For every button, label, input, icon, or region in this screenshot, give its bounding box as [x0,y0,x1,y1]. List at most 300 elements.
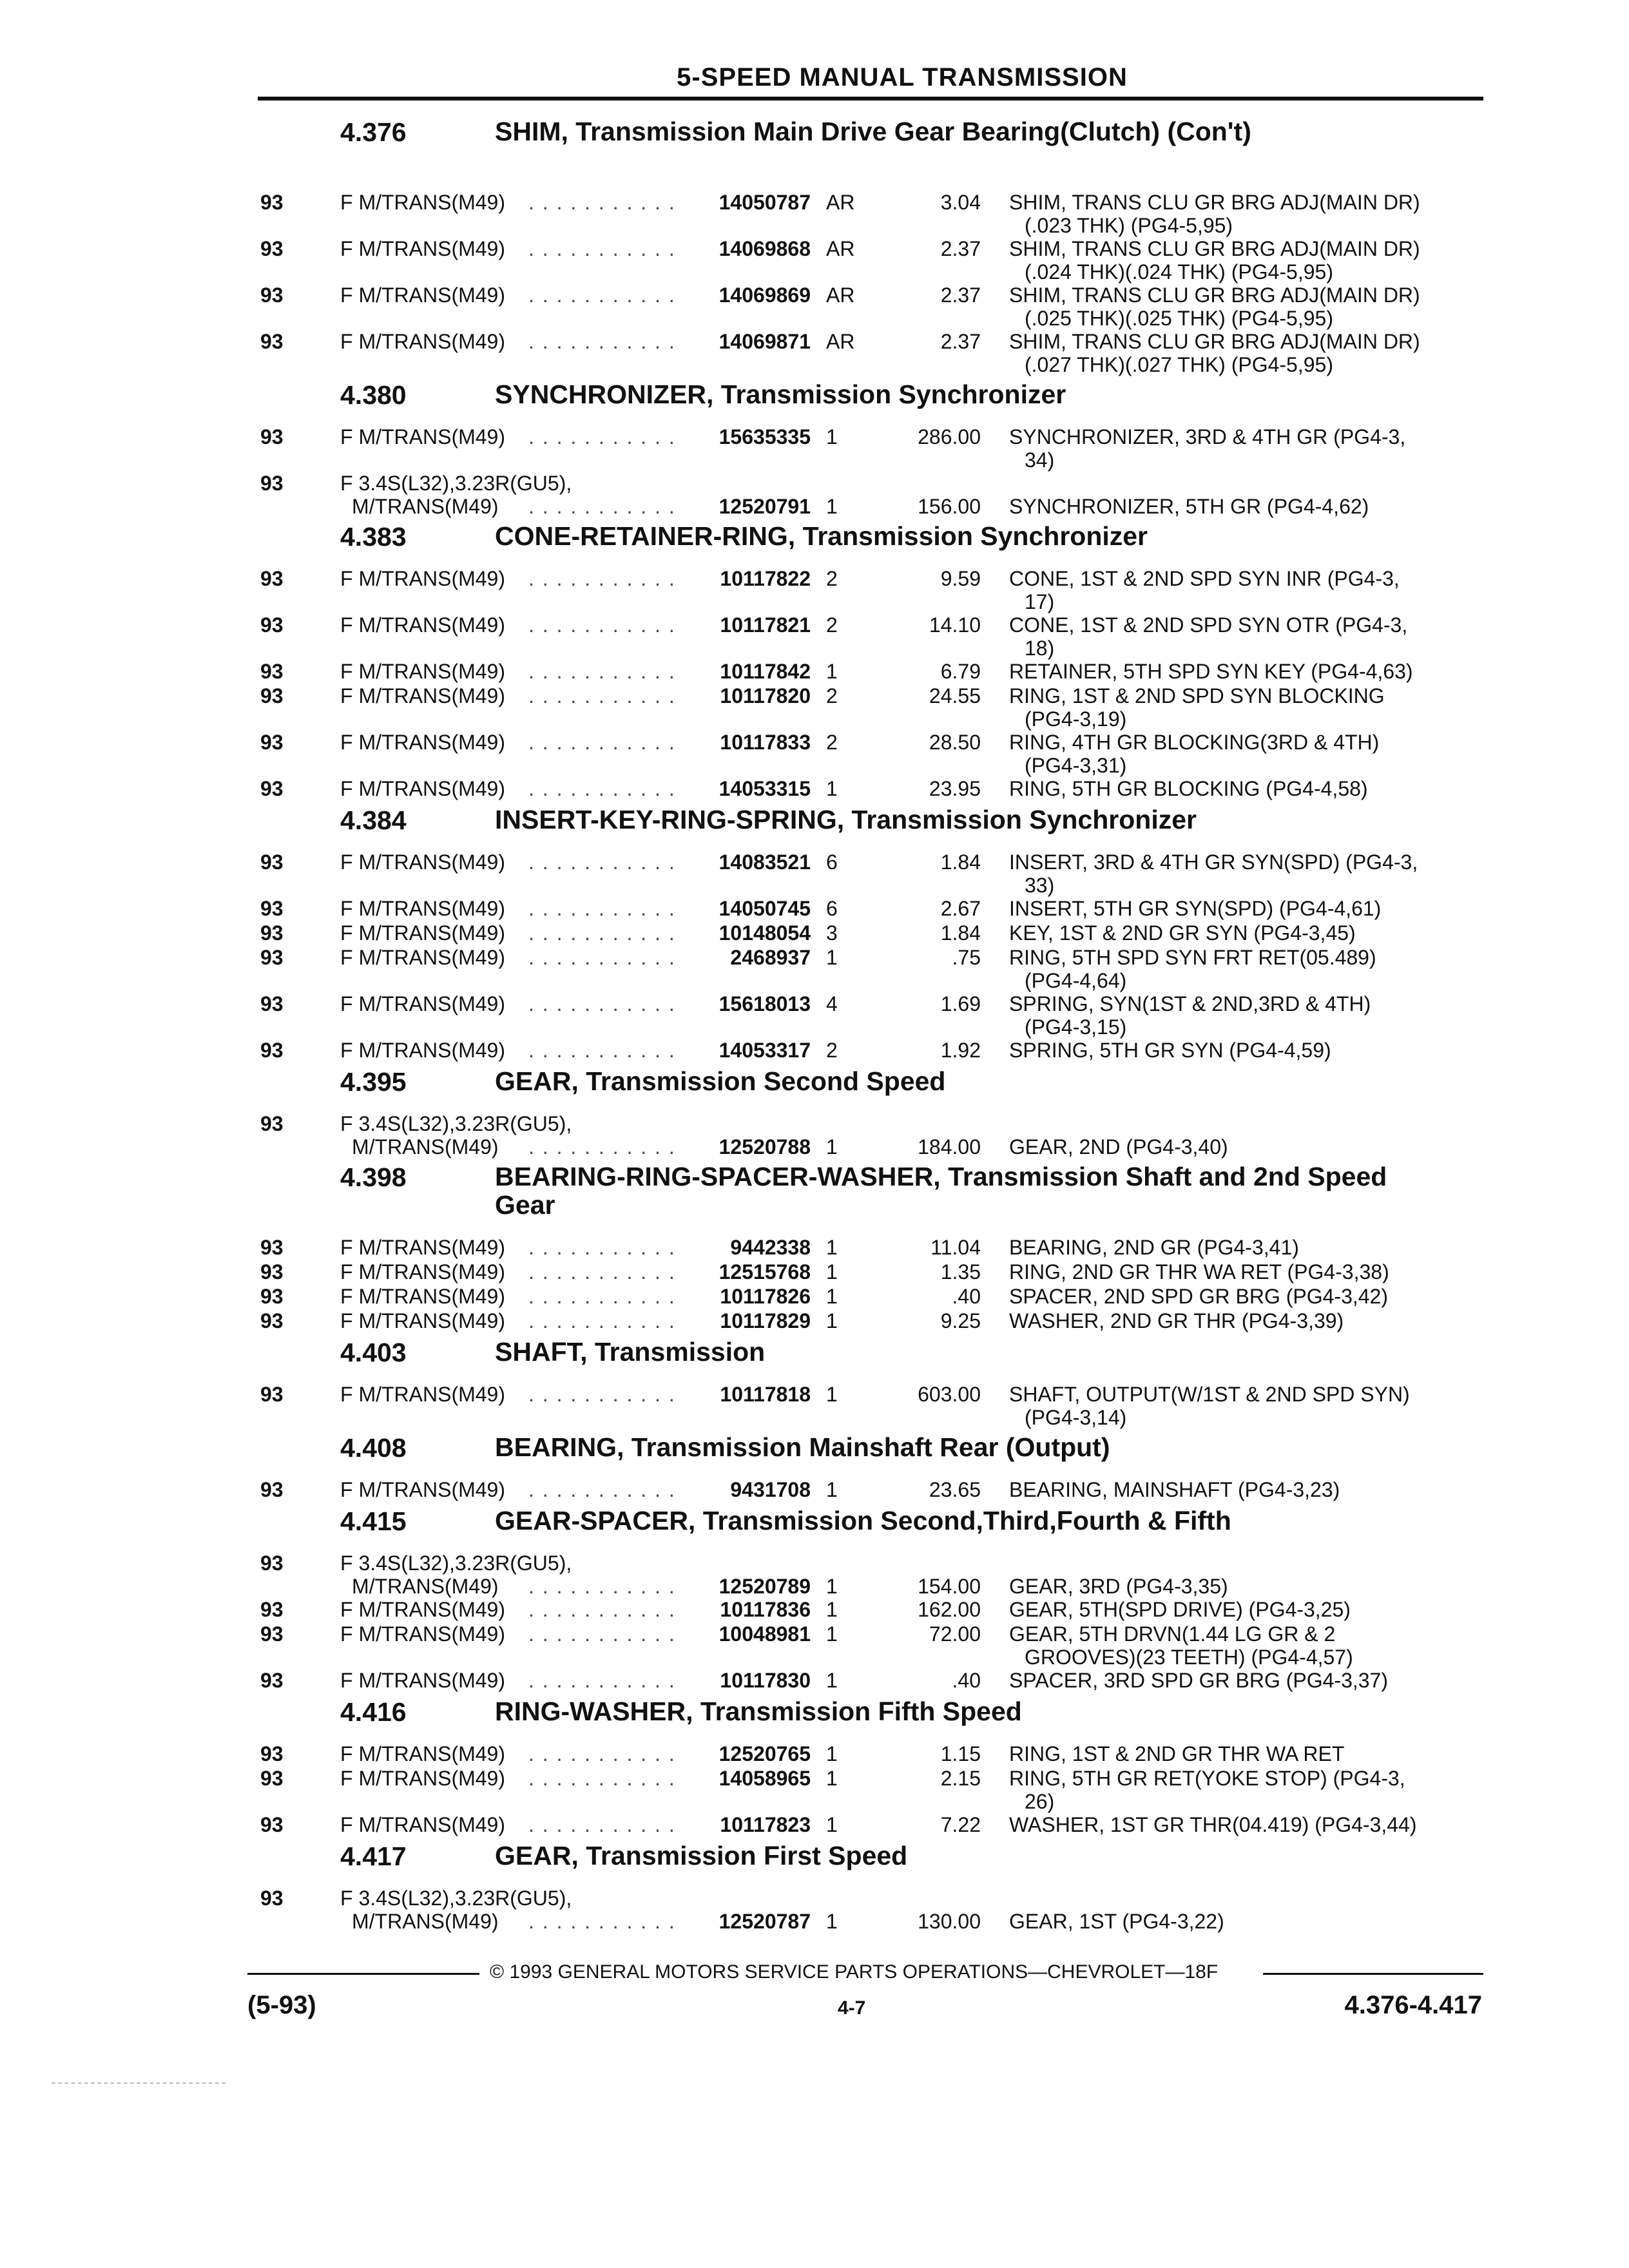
description: RING, 1ST & 2ND GR THR WA RET [1009,1742,1345,1765]
price: 7.22 [940,1813,981,1836]
model-year: 93 [260,1813,284,1836]
section-title: INSERT-KEY-RING-SPRING, Transmission Synchronizer [495,805,1197,834]
model-year: 93 [260,191,284,214]
quantity: AR [826,191,855,214]
section-number: 4.395 [340,1067,407,1097]
part-number: 10117820 [720,684,811,707]
description-cont: 33) [1025,874,1055,897]
application: F M/TRANS(M49) [340,1742,505,1765]
parts-list [0,111,1629,1933]
description: CONE, 1ST & 2ND SPD SYN INR (PG4-3, [1009,567,1400,590]
description-cont: (PG4-3,14) [1025,1406,1127,1429]
quantity: 1 [826,1813,838,1836]
description: RING, 5TH SPD SYN FRT RET(05.489) [1009,946,1376,969]
description: GEAR, 5TH(SPD DRIVE) (PG4-3,25) [1009,1598,1351,1621]
application: F M/TRANS(M49) [340,1285,505,1308]
section-header [0,1061,1629,1110]
description: SPRING, 5TH GR SYN (PG4-4,59) [1009,1039,1331,1062]
part-row [0,564,1629,611]
section-header [0,111,1629,188]
part-row [0,1282,1629,1307]
header-rule [258,97,1483,101]
application: F M/TRANS(M49) [340,850,505,874]
section-title: GEAR, Transmission First Speed [495,1841,908,1870]
part-row [0,1233,1629,1258]
part-row [0,1595,1629,1620]
application: F M/TRANS(M49) [340,237,505,260]
price: 9.25 [940,1309,981,1332]
leader-dots: . . . . . . . . . . . [528,1575,676,1598]
application-cont: M/TRANS(M49) [352,1575,499,1598]
quantity: 1 [826,1260,838,1283]
part-number: 15618013 [718,992,811,1015]
description-cont: (PG4-3,15) [1025,1015,1127,1039]
quantity: AR [826,330,855,353]
part-row [0,281,1629,330]
quantity: 2 [826,613,838,637]
part-row [0,1620,1629,1669]
section-header [0,1835,1629,1884]
application: F M/TRANS(M49) [340,1383,505,1406]
description: SHAFT, OUTPUT(W/1ST & 2ND SPD SYN) [1009,1383,1410,1406]
leader-dots: . . . . . . . . . . . [528,1669,676,1692]
part-row [0,1740,1629,1764]
application: F M/TRANS(M49) [340,1598,505,1621]
description: RING, 1ST & 2ND SPD SYN BLOCKING [1009,684,1385,707]
application: F M/TRANS(M49) [340,1622,505,1646]
part-number: 10117833 [720,731,811,754]
part-row [0,1036,1629,1061]
application: F 3.4S(L32),3.23R(GU5), [340,1552,572,1575]
quantity: 1 [826,1575,838,1598]
part-number: 10148054 [718,921,811,945]
price: 156.00 [918,495,981,518]
model-year: 93 [260,1309,284,1332]
section-header [0,1500,1629,1549]
application: F M/TRANS(M49) [340,567,505,590]
application: F M/TRANS(M49) [340,1039,505,1062]
part-number: 10117830 [720,1669,811,1692]
description-cont: (.024 THK)(.024 THK) (PG4-5,95) [1025,260,1333,284]
price: 130.00 [918,1910,981,1933]
leader-dots: . . . . . . . . . . . [528,684,676,707]
description: GEAR, 5TH DRVN(1.44 LG GR & 2 [1009,1622,1336,1646]
model-year: 93 [260,1383,284,1406]
application: F M/TRANS(M49) [340,1813,505,1836]
description: SPRING, SYN(1ST & 2ND,3RD & 4TH) [1009,992,1371,1015]
price: .40 [952,1669,981,1692]
price: 9.59 [940,567,981,590]
section-header [0,1691,1629,1740]
description: SYNCHRONIZER, 3RD & 4TH GR (PG4-3, [1009,425,1406,448]
section-number: 4.417 [340,1841,407,1871]
application-cont: M/TRANS(M49) [352,495,499,518]
part-number: 14069871 [718,330,811,353]
part-row [0,657,1629,682]
section-number: 4.415 [340,1506,407,1536]
quantity: 2 [826,567,838,590]
part-row [0,1666,1629,1691]
part-number: 14053315 [718,777,811,800]
application: F M/TRANS(M49) [340,946,505,969]
price: 603.00 [918,1383,981,1406]
footer-rule-left [247,1973,479,1975]
description: CONE, 1ST & 2ND SPD SYN OTR (PG4-3, [1009,613,1408,637]
part-row [0,1549,1629,1598]
model-year: 93 [260,777,284,800]
description: SHIM, TRANS CLU GR BRG ADJ(MAIN DR) [1009,330,1420,353]
model-year: 93 [260,1260,284,1283]
description-cont: SYNCHRONIZER, 5TH GR (PG4-4,62) [1009,495,1369,518]
price: 162.00 [918,1598,981,1621]
application: F M/TRANS(M49) [340,731,505,754]
part-number: 14050745 [718,897,811,920]
quantity: 1 [826,1622,838,1646]
leader-dots: . . . . . . . . . . . [528,613,676,637]
description: SPACER, 3RD SPD GR BRG (PG4-3,37) [1009,1669,1388,1692]
part-number: 14069868 [718,237,811,260]
leader-dots: . . . . . . . . . . . [528,1910,676,1933]
application: F M/TRANS(M49) [340,284,505,307]
description-cont: 17) [1025,590,1055,613]
model-year: 93 [260,1478,284,1501]
footer-date-code: (5-93) [247,1991,316,2019]
quantity: 1 [826,1767,838,1790]
section-number: 4.384 [340,805,407,835]
price: 1.84 [940,850,981,874]
price: 1.15 [940,1742,981,1765]
leader-dots: . . . . . . . . . . . [528,1260,676,1283]
section-number: 4.408 [340,1433,407,1463]
part-row [0,1307,1629,1331]
scan-artifact [52,2082,226,2085]
price: 1.69 [940,992,981,1015]
description: BEARING, MAINSHAFT (PG4-3,23) [1009,1478,1340,1501]
model-year: 93 [260,237,284,260]
part-row [0,728,1629,777]
application: F M/TRANS(M49) [340,660,505,683]
model-year: 93 [260,1767,284,1790]
section-header [0,1156,1629,1233]
application: F M/TRANS(M49) [340,1669,505,1692]
part-row [0,611,1629,660]
leader-dots: . . . . . . . . . . . [528,660,676,683]
leader-dots: . . . . . . . . . . . [528,191,676,214]
leader-dots: . . . . . . . . . . . [528,1309,676,1332]
description-cont: (.023 THK) (PG4-5,95) [1025,214,1233,237]
application: F 3.4S(L32),3.23R(GU5), [340,1112,572,1135]
section-number: 4.376 [340,117,407,147]
model-year: 93 [260,1622,284,1646]
application: F M/TRANS(M49) [340,684,505,707]
section-number: 4.398 [340,1162,407,1192]
application: F M/TRANS(M49) [340,992,505,1015]
part-number: 10117842 [720,660,811,683]
part-number: 10117821 [720,613,811,637]
model-year: 93 [260,992,284,1015]
part-number: 12520789 [718,1575,811,1598]
quantity: 1 [826,1309,838,1332]
quantity: AR [826,237,855,260]
quantity: 1 [826,1598,838,1621]
application: F M/TRANS(M49) [340,330,505,353]
description: SHIM, TRANS CLU GR BRG ADJ(MAIN DR) [1009,284,1420,307]
leader-dots: . . . . . . . . . . . [528,731,676,754]
price: 23.95 [929,777,981,800]
leader-dots: . . . . . . . . . . . [528,284,676,307]
page-title: 5-SPEED MANUAL TRANSMISSION [677,63,1128,91]
leader-dots: . . . . . . . . . . . [528,330,676,353]
leader-dots: . . . . . . . . . . . [528,1039,676,1062]
model-year: 93 [260,850,284,874]
section-title: CONE-RETAINER-RING, Transmission Synchronizer [495,521,1148,551]
description-cont: 34) [1025,448,1055,472]
part-row [0,848,1629,897]
model-year: 93 [260,660,284,683]
application: F M/TRANS(M49) [340,921,505,945]
quantity: 6 [826,897,838,920]
footer-page-number: 4-7 [838,1997,866,2019]
part-row [0,1764,1629,1811]
leader-dots: . . . . . . . . . . . [528,237,676,260]
quantity: 1 [826,1383,838,1406]
part-number: 9431708 [730,1478,811,1501]
part-row [0,943,1629,990]
application: F M/TRANS(M49) [340,1309,505,1332]
model-year: 93 [260,284,284,307]
leader-dots: . . . . . . . . . . . [528,921,676,945]
model-year: 93 [260,1039,284,1062]
part-number: 10117826 [720,1285,811,1308]
part-number: 14069869 [718,284,811,307]
section-header [0,799,1629,848]
description: RING, 5TH GR RET(YOKE STOP) (PG4-3, [1009,1767,1405,1790]
price: 1.92 [940,1039,981,1062]
model-year: 93 [260,425,284,448]
description: INSERT, 3RD & 4TH GR SYN(SPD) (PG4-3, [1009,850,1418,874]
model-year: 93 [260,1887,284,1910]
leader-dots: . . . . . . . . . . . [528,1383,676,1406]
section-header [0,1427,1629,1475]
part-row [0,1475,1629,1500]
description-cont: GEAR, 3RD (PG4-3,35) [1009,1575,1228,1598]
part-row [0,919,1629,943]
quantity: 2 [826,684,838,707]
section-title: BEARING, Transmission Mainshaft Rear (Output) [495,1432,1110,1462]
part-number: 14053317 [718,1039,811,1062]
model-year: 93 [260,567,284,590]
price: 72.00 [929,1622,981,1646]
description: RETAINER, 5TH SPD SYN KEY (PG4-4,63) [1009,660,1413,683]
application: F M/TRANS(M49) [340,1478,505,1501]
price: 3.04 [940,191,981,214]
section-title: SYNCHRONIZER, Transmission Synchronizer [495,380,1066,409]
model-year: 93 [260,1236,284,1259]
part-row [0,990,1629,1039]
description: SPACER, 2ND SPD GR BRG (PG4-3,42) [1009,1285,1388,1308]
description: SHIM, TRANS CLU GR BRG ADJ(MAIN DR) [1009,237,1420,260]
model-year: 93 [260,684,284,707]
description: WASHER, 2ND GR THR (PG4-3,39) [1009,1309,1344,1332]
part-number: 10117823 [720,1813,811,1836]
description: RING, 4TH GR BLOCKING(3RD & 4TH) [1009,731,1380,754]
footer-copyright: © 1993 GENERAL MOTORS SERVICE PARTS OPERATIONS—CHEVROLET—18F [490,1961,1219,1983]
section-header [0,374,1629,423]
description-cont: 26) [1025,1790,1055,1813]
description: BEARING, 2ND GR (PG4-3,41) [1009,1236,1299,1259]
application-cont: M/TRANS(M49) [352,1910,499,1933]
part-number: 10048981 [718,1622,811,1646]
price: 2.37 [940,330,981,353]
part-number: 10117836 [720,1598,811,1621]
quantity: 1 [826,1135,838,1158]
description: SHIM, TRANS CLU GR BRG ADJ(MAIN DR) [1009,191,1420,214]
quantity: 2 [826,731,838,754]
application: F M/TRANS(M49) [340,777,505,800]
model-year: 93 [260,921,284,945]
leader-dots: . . . . . . . . . . . [528,850,676,874]
part-row [0,188,1629,235]
part-row [0,1110,1629,1156]
section-header [0,515,1629,564]
price: 6.79 [940,660,981,683]
leader-dots: . . . . . . . . . . . [528,1742,676,1765]
quantity: 6 [826,850,838,874]
description-cont: GEAR, 2ND (PG4-3,40) [1009,1135,1228,1158]
price: 184.00 [918,1135,981,1158]
part-number: 15635335 [718,425,811,448]
section-title: SHIM, Transmission Main Drive Gear Bearing(Clutch) (Con't) [495,117,1251,146]
leader-dots: . . . . . . . . . . . [528,897,676,920]
leader-dots: . . . . . . . . . . . [528,946,676,969]
price: 2.67 [940,897,981,920]
model-year: 93 [260,613,284,637]
description-cont: (PG4-4,64) [1025,969,1127,992]
quantity: 2 [826,1039,838,1062]
leader-dots: . . . . . . . . . . . [528,425,676,448]
model-year: 93 [260,1552,284,1575]
price: 11.04 [930,1236,981,1259]
quantity: AR [826,284,855,307]
price: 14.10 [929,613,981,637]
section-header [0,1331,1629,1380]
part-number: 12520765 [718,1742,811,1765]
footer-rule-right [1263,1973,1483,1975]
quantity: 3 [826,921,838,945]
description: INSERT, 5TH GR SYN(SPD) (PG4-4,61) [1009,897,1382,920]
price: 154.00 [918,1575,981,1598]
application: F 3.4S(L32),3.23R(GU5), [340,1887,572,1910]
quantity: 1 [826,495,838,518]
quantity: 1 [826,1236,838,1259]
leader-dots: . . . . . . . . . . . [528,495,676,518]
section-title: SHAFT, Transmission [495,1337,766,1367]
part-number: 12515768 [718,1260,811,1283]
footer-section-range: 4.376-4.417 [1344,1991,1482,2019]
price: 28.50 [929,731,981,754]
quantity: 1 [826,1742,838,1765]
application-cont: M/TRANS(M49) [352,1135,499,1158]
section-number: 4.416 [340,1697,407,1727]
leader-dots: . . . . . . . . . . . [528,1478,676,1501]
part-row [0,1884,1629,1933]
quantity: 1 [826,777,838,800]
leader-dots: . . . . . . . . . . . [528,992,676,1015]
price: 2.37 [940,284,981,307]
model-year: 93 [260,731,284,754]
leader-dots: . . . . . . . . . . . [528,1285,676,1308]
section-title: GEAR, Transmission Second Speed [495,1066,946,1096]
part-row [0,235,1629,284]
part-number: 10117829 [720,1309,811,1332]
section-title: GEAR-SPACER, Transmission Second,Third,Fourth & Fifth [495,1506,1231,1535]
part-number: 12520787 [718,1910,811,1933]
part-number: 10117822 [720,567,811,590]
section-number: 4.380 [340,380,407,410]
part-row [0,682,1629,731]
application: F M/TRANS(M49) [340,1260,505,1283]
model-year: 93 [260,1742,284,1765]
application: F M/TRANS(M49) [340,1236,505,1259]
part-number: 2468937 [730,946,811,969]
quantity: 4 [826,992,838,1015]
part-row [0,1258,1629,1282]
description-cont: GEAR, 1ST (PG4-3,22) [1009,1910,1224,1933]
section-number: 4.383 [340,522,407,552]
model-year: 93 [260,946,284,969]
part-number: 10117818 [720,1383,811,1406]
model-year: 93 [260,1598,284,1621]
application: F M/TRANS(M49) [340,191,505,214]
model-year: 93 [260,1112,284,1135]
price: 286.00 [918,425,981,448]
section-number: 4.403 [340,1338,407,1367]
description-cont: 18) [1025,637,1055,660]
quantity: 1 [826,425,838,448]
quantity: 1 [826,946,838,969]
description-cont: GROOVES)(23 TEETH) (PG4-4,57) [1025,1646,1353,1669]
price: 2.37 [940,237,981,260]
leader-dots: . . . . . . . . . . . [528,777,676,800]
price: 24.55 [929,684,981,707]
part-row [0,1380,1629,1427]
description: RING, 5TH GR BLOCKING (PG4-4,58) [1009,777,1368,800]
leader-dots: . . . . . . . . . . . [528,1236,676,1259]
part-row [0,774,1629,799]
leader-dots: . . . . . . . . . . . [528,1135,676,1158]
part-number: 14050787 [718,191,811,214]
model-year: 93 [260,472,284,495]
leader-dots: . . . . . . . . . . . [528,1813,676,1836]
price: .40 [952,1285,981,1308]
price: 23.65 [929,1478,981,1501]
part-row [0,1811,1629,1835]
model-year: 93 [260,1285,284,1308]
application: F M/TRANS(M49) [340,1767,505,1790]
model-year: 93 [260,1669,284,1692]
part-number: 12520791 [718,495,811,518]
price: 1.84 [940,921,981,945]
price: 1.35 [940,1260,981,1283]
part-number: 14083521 [718,850,811,874]
quantity: 1 [826,1910,838,1933]
part-row [0,469,1629,518]
part-row [0,894,1629,919]
part-number: 14058965 [718,1767,811,1790]
quantity: 1 [826,1285,838,1308]
part-number: 9442338 [730,1236,811,1259]
description: WASHER, 1ST GR THR(04.419) (PG4-3,44) [1009,1813,1417,1836]
